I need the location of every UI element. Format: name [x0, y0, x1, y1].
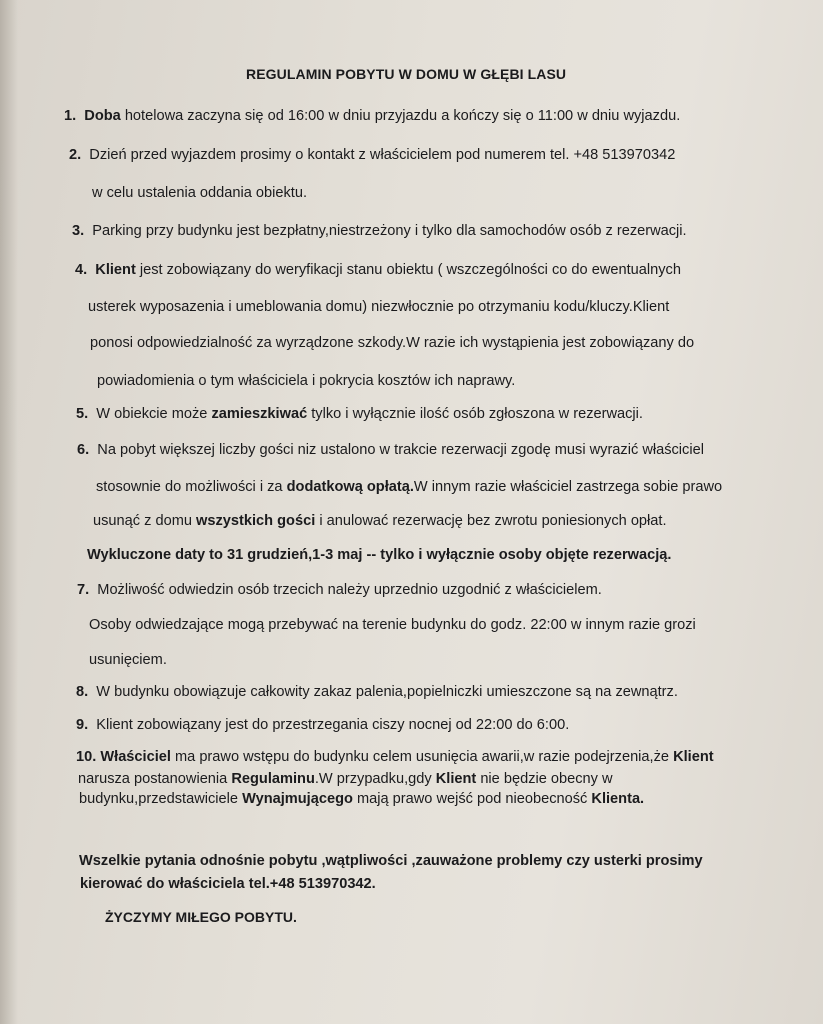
rule-number: 7. — [77, 582, 90, 598]
rule-5-text-a: W obiekcie może — [96, 406, 212, 422]
excluded-dates-note: Wykluczone daty to 31 grudzień,1-3 maj -- tylko i wyłącznie osoby objęte rezerwacją. — [87, 547, 672, 563]
rule-6-line-2 — [96, 478, 722, 496]
rule-5-line-1 — [76, 405, 643, 423]
rule-6-emphasis: dodatkową opłatą. — [286, 479, 414, 495]
rule-2-line-2: w celu ustalenia oddania obiektu. — [92, 185, 308, 201]
rule-10-line-1 — [76, 748, 714, 766]
rule-number: 2. — [69, 147, 82, 163]
rule-6-line-3 — [93, 512, 667, 530]
rule-10-text-e: budynku,przedstawiciele — [79, 791, 243, 807]
rule-1-line-1 — [64, 107, 680, 125]
rule-5-text-b: tylko i wyłącznie ilość osób zgłoszona w rezerwacji. — [307, 406, 643, 422]
rule-10-emphasis: Właściciel — [100, 749, 171, 765]
rule-6-text-d: i anulować rezerwację bez zwrotu poniesionych opłat. — [315, 513, 667, 529]
rule-number: 8. — [76, 684, 89, 700]
rule-6-text-a: stosownie do możliwości i za — [96, 479, 287, 495]
rule-6-text-b: W innym razie właściciel zastrzega sobie prawo — [413, 479, 723, 495]
document-title: REGULAMIN POBYTU W DOMU W GŁĘBI LASU — [246, 66, 567, 82]
rule-10-text-f: mają prawo wejść pod nieobecność — [352, 791, 592, 807]
rule-10-line-3 — [79, 790, 644, 808]
rule-10-emphasis-2: Klient — [673, 749, 714, 765]
rule-5-emphasis: zamieszkiwać — [211, 406, 308, 422]
rule-10-text-d: nie będzie obecny w — [476, 771, 613, 787]
rule-number: 6. — [77, 442, 90, 458]
rule-10-text-b: narusza postanowienia — [78, 771, 232, 787]
rule-4-line-4: powiadomienia o tym właściciela i pokrycia kosztów ich naprawy. — [97, 373, 516, 389]
rule-10-emphasis-3: Regulaminu — [231, 771, 315, 787]
footer-contact-line-2: kierować do właściciela tel.+48 513970342. — [80, 876, 376, 892]
rule-6-line-1 — [77, 441, 704, 459]
rule-6-text: Na pobyt większej liczby gości niz ustalono w trakcie rezerwacji zgodę musi wyrazić właściciel — [97, 442, 704, 458]
rule-10-emphasis-4: Klient — [435, 771, 477, 787]
rule-number: 9. — [76, 717, 89, 733]
rule-10-line-2 — [78, 770, 613, 788]
rule-number: 10. — [76, 749, 97, 765]
rule-7-text: Możliwość odwiedzin osób trzecich należy uprzednio uzgodnić z właścicielem. — [97, 582, 602, 598]
rule-4-text: jest zobowiązany do weryfikacji stanu obiektu ( wszczególności co do ewentualnych — [135, 262, 681, 278]
rule-7-line-1 — [77, 581, 602, 599]
rule-10-emphasis-5: Wynajmującego — [242, 791, 353, 807]
rule-number: 3. — [72, 223, 85, 239]
rule-9-line-1 — [76, 716, 569, 734]
rule-1-text: hotelowa zaczyna się od 16:00 w dniu przyjazdu a kończy się o 11:00 w dniu wyjazdu. — [120, 108, 681, 124]
rule-7-line-3: usunięciem. — [89, 652, 167, 668]
rule-1-emphasis: Doba — [84, 108, 121, 124]
rule-2-text: Dzień przed wyjazdem prosimy o kontakt z właścicielem pod numerem tel. +48 513970342 — [89, 147, 676, 163]
rule-10-text-a: ma prawo wstępu do budynku celem usunięcia awarii,w razie podejrzenia,że — [170, 749, 674, 765]
rule-3-line-1 — [72, 222, 687, 240]
rule-7-line-2: Osoby odwiedzające mogą przebywać na terenie budynku do godz. 22:00 w innym razie grozi — [89, 617, 696, 633]
rule-3-text: Parking przy budynku jest bezpłatny,niestrzeżony i tylko dla samochodów osób z rezerwacji. — [92, 223, 687, 239]
rule-10-text-c: .W przypadku,gdy — [314, 771, 436, 787]
rule-8-line-1 — [76, 683, 678, 701]
rule-8-text: W budynku obowiązuje całkowity zakaz palenia,popielniczki umieszczone są na zewnątrz. — [96, 684, 678, 700]
rule-number: 5. — [76, 406, 89, 422]
closing-wish: ŻYCZYMY MIŁEGO POBYTU. — [105, 909, 297, 925]
rule-4-line-3: ponosi odpowiedzialność za wyrządzone szkody.W razie ich wystąpienia jest zobowiązany do — [90, 335, 695, 351]
rule-6-text-c: usunąć z domu — [93, 513, 197, 529]
rule-4-emphasis: Klient — [95, 262, 136, 278]
rule-4-line-2: usterek wyposazenia i umeblowania domu) niezwłocznie po otrzymaniu kodu/kluczy.Klient — [88, 299, 670, 315]
rule-2-line-1 — [69, 146, 675, 164]
rule-10-emphasis-6: Klienta. — [591, 791, 645, 807]
footer-contact-line-1: Wszelkie pytania odnośnie pobytu ,wątpliwości ,zauważone problemy czy usterki prosimy — [79, 853, 703, 869]
rule-number: 1. — [64, 108, 77, 124]
rule-4-line-1 — [75, 261, 681, 279]
rule-6-emphasis-2: wszystkich gości — [196, 513, 316, 529]
rule-9-text: Klient zobowiązany jest do przestrzegania ciszy nocnej od 22:00 do 6:00. — [96, 717, 570, 733]
rule-number: 4. — [75, 262, 88, 278]
